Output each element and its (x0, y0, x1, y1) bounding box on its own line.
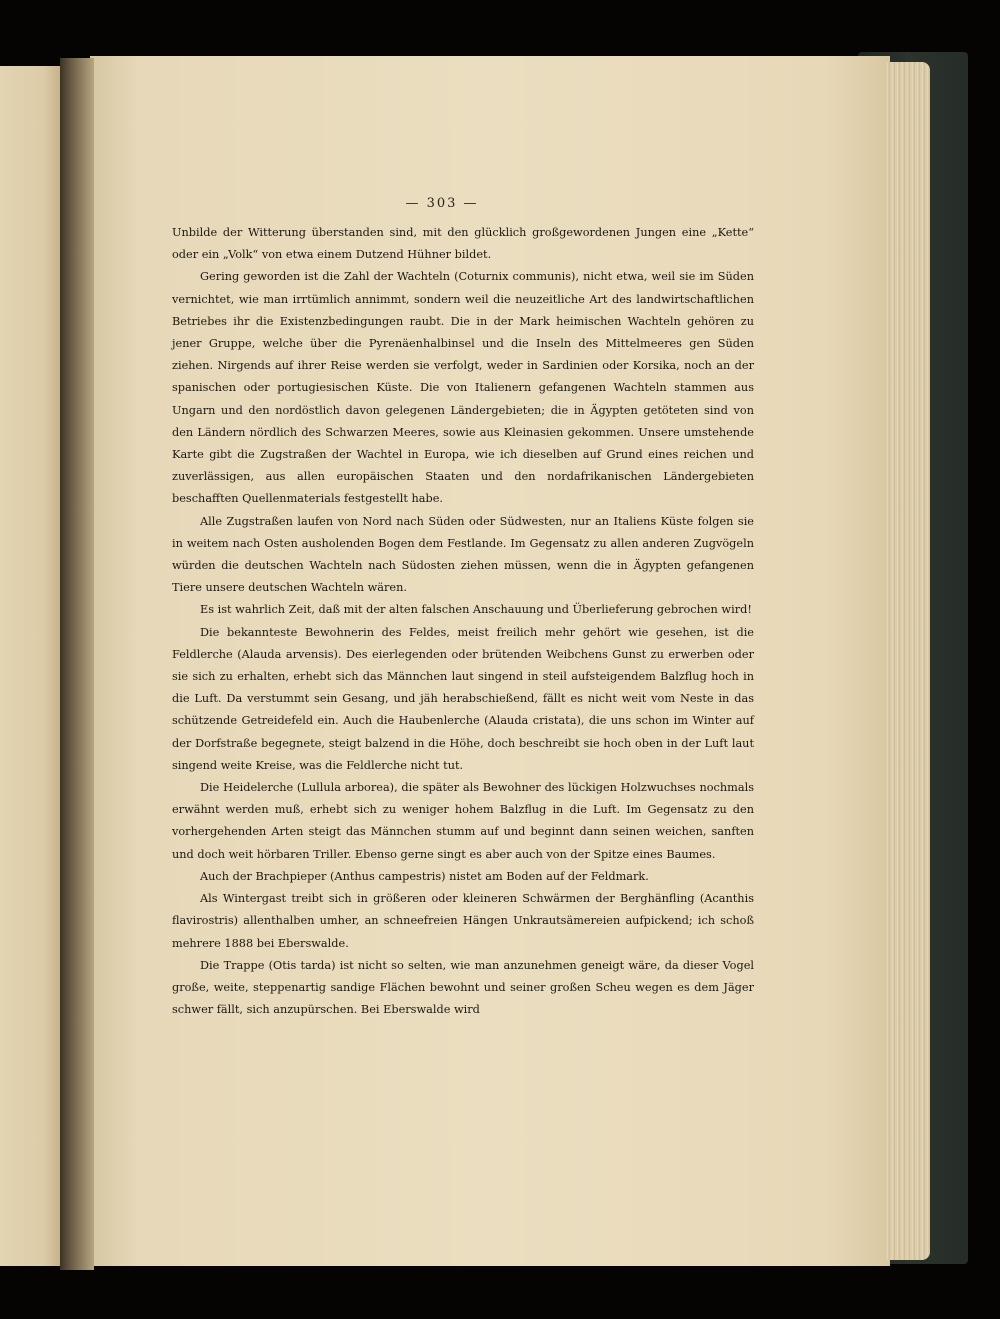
paragraph: Unbilde der Witterung überstanden sind, mit den glücklich großgewordenen Jungen eine „Kette“ oder ein „Volk“ von etwa einem Dutzend Hühner bildet. (172, 226, 754, 262)
paragraph: Als Wintergast treibt sich in größeren oder kleineren Schwärmen der Berghänfling (Acanthis flavirostris) allenthalben umher, an schneefreien Hängen Unkrautsämereien aufpickend; ich schoß mehrere 1888 bei Eberswalde. (172, 892, 754, 950)
paragraph: Die Heidelerche (Lullula arborea), die später als Bewohner des lückigen Holzwuchses nochmals erwähnt werden muß, erhebt sich zu weniger hohem Balzflug in die Luft. Im Gegensatz zu den vorhergehenden Arten steigt das Männchen stumm auf und beginnt dann seinen weichen, sanften und doch weit hörbaren Triller. Ebenso gerne singt es aber auch von der Spitze eines Baumes. (172, 781, 754, 861)
body-text (172, 222, 754, 1021)
paragraph: Es ist wahrlich Zeit, daß mit der alten falschen Anschauung und Überlieferung gebrochen wird! (200, 603, 752, 617)
page-number: — 303 — (405, 196, 479, 211)
left-page-sliver (0, 66, 62, 1266)
paragraph: Gering geworden ist die Zahl der Wachteln (Coturnix communis), nicht etwa, weil sie im Süden vernichtet, wie man irrtümlich annimmt, sondern weil die neuzeitliche Art des landwirtschaftlichen Betriebes ihr die Existenzbedingungen raubt. Die in der Mark heimischen Wachteln gehören zu jener Gruppe, welche über die Pyrenäenhalbinsel und die Inseln des Mittelmeeres gen Süden ziehen. Nirgends auf ihrer Reise werden sie verfolgt, weder in Sardinien oder Korsika, noch an der spanischen oder portugiesischen Küste. Die von Italienern gefangenen Wachteln stammen aus Ungarn und den nordöstlich davon gelegenen Ländergebieten; die in Ägypten getöteten sind von den Ländern nördlich des Schwarzen Meeres, sowie aus Kleinasien gekommen. Unsere umstehende Karte gibt die Zugstraßen der Wachtel in Europa, wie ich dieselben auf Grund eines reichen und zuverlässigen, aus allen europäischen Staaten und den nordafrikanischen Ländergebieten beschafften Quellenmaterials festgestellt habe. (172, 270, 754, 506)
paragraph: Die Trappe (Otis tarda) ist nicht so selten, wie man anzunehmen geneigt wäre, da dieser Vogel große, weite, steppenartig sandige Flächen bewohnt und seiner großen Scheu wegen es dem Jäger schwer fällt, sich anzupürschen. Bei Eberswalde wird (172, 958, 754, 1017)
book-gutter (60, 58, 94, 1270)
paragraph: Auch der Brachpieper (Anthus campestris) nistet am Boden auf der Feldmark. (200, 869, 649, 883)
page-edges (886, 62, 930, 1260)
paragraph: Alle Zugstraßen laufen von Nord nach Süden oder Südwesten, nur an Italiens Küste folgen sie in weitem nach Osten ausholenden Bogen dem Festlande. Im Gegensatz zu allen anderen Zugvögeln würden die deutschen Wachteln nach Südosten ziehen müssen, wenn die in Ägypten gefangenen Tiere unsere deutschen Wachteln wären. (172, 514, 754, 595)
paragraph: Die bekannteste Bewohnerin des Feldes, meist freilich mehr gehört wie gesehen, ist die Feldlerche (Alauda arvensis). Des eierlegenden oder brütenden Weibchens Gunst zu erwerben oder sie sich zu erhalten, erhebt sich das Männchen laut singend in steil aufsteigendem Balzflug hoch in die Luft. Da verstummt sein Gesang, und jäh herabschießend, fällt es nicht weit vom Neste in das schützende Getreidefeld ein. Auch die Haubenlerche (Alauda cristata), die uns schon im Winter auf der Dorfstraße begegnete, steigt balzend in die Höhe, doch beschreibt sie hoch oben in der Luft laut singend weite Kreise, was die Feldlerche nicht tut. (172, 625, 754, 772)
